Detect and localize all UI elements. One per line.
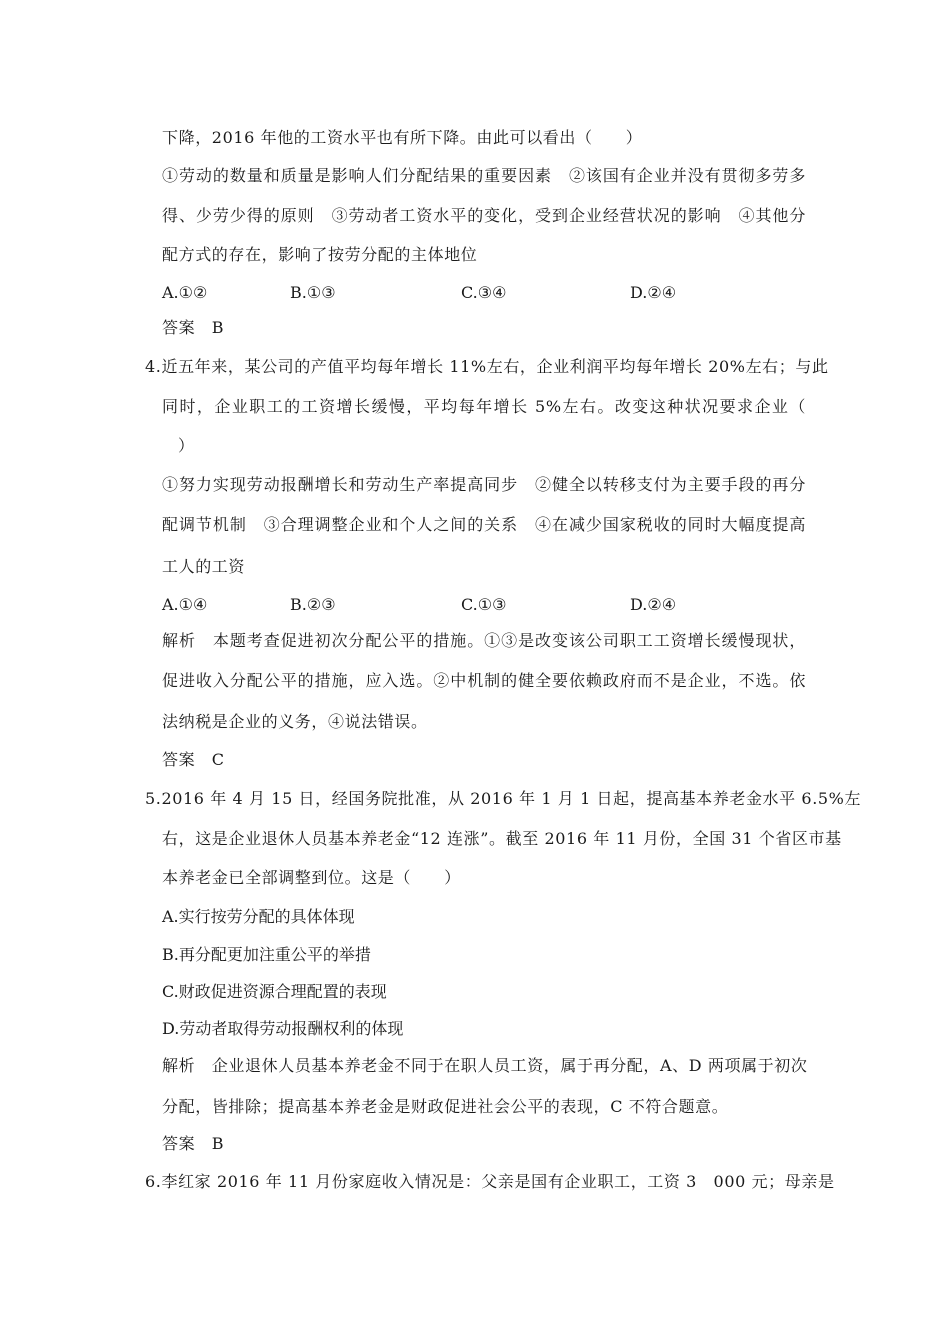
q5-stem-line-3: 本养老金已全部调整到位。这是（ ） xyxy=(162,868,461,887)
q4-option-b: B.②③ xyxy=(290,595,336,614)
q4-stem-line-3: ） xyxy=(178,436,195,455)
q5-option-c: C.财政促进资源合理配置的表现 xyxy=(162,982,387,1001)
q4-statements-line-1: ①努力实现劳动报酬增长和劳动生产率提高同步 ②健全以转移支付为主要手段的再分 xyxy=(162,475,806,494)
q5-analysis-line-2: 分配，皆排除；提高基本养老金是财政促进社会公平的表现，C 不符合题意。 xyxy=(162,1097,729,1116)
q3-option-c: C.③④ xyxy=(461,283,507,302)
q5-stem-line-2: 右，这是企业退休人员基本养老金“12 连涨”。截至 2016 年 11 月份，全国 31 个省区市基 xyxy=(162,829,842,848)
q4-statements-line-2: 配调节机制 ③合理调整企业和个人之间的关系 ④在减少国家税收的同时大幅度提高 xyxy=(162,515,806,534)
q3-statements-line-2: 得、少劳少得的原则 ③劳动者工资水平的变化，受到企业经营状况的影响 ④其他分 xyxy=(162,206,806,225)
q4-analysis-line-1: 解析 本题考查促进初次分配公平的措施。①③是改变该公司职工工资增长缓慢现状， xyxy=(162,631,806,650)
q3-statements-line-1: ①劳动的数量和质量是影响人们分配结果的重要因素 ②该国有企业并没有贯彻多劳多 xyxy=(162,166,806,185)
q5-stem-line-1: 5.2016 年 4 月 15 日，经国务院批准，从 2016 年 1 月 1 日起，提高基本养老金水平 6.5%左 xyxy=(145,789,862,808)
q4-option-a: A.①④ xyxy=(162,595,208,614)
q3-stem-tail: 下降，2016 年他的工资水平也有所下降。由此可以看出（ ） xyxy=(162,128,643,147)
q4-option-d: D.②④ xyxy=(630,595,677,614)
q4-stem-line-1: 4.近五年来，某公司的产值平均每年增长 11%左右，企业利润平均每年增长 20%左右；与此 xyxy=(145,357,829,376)
q5-analysis-line-1: 解析 企业退休人员基本养老金不同于在职人员工资，属于再分配，A、D 两项属于初次 xyxy=(162,1056,808,1075)
q6-stem-line-1: 6.李红家 2016 年 11 月份家庭收入情况是：父亲是国有企业职工，工资 3 000 元；母亲是 xyxy=(145,1172,835,1191)
q4-answer: 答案 C xyxy=(162,750,225,769)
q4-analysis-line-2: 促进收入分配公平的措施，应入选。②中机制的健全要依赖政府而不是企业，不选。依 xyxy=(162,671,806,690)
q4-stem-line-2: 同时，企业职工的工资增长缓慢，平均每年增长 5%左右。改变这种状况要求企业（ xyxy=(162,397,806,416)
q5-answer: 答案 B xyxy=(162,1134,225,1153)
q5-option-a: A.实行按劳分配的具体体现 xyxy=(162,907,355,926)
q4-option-c: C.①③ xyxy=(461,595,507,614)
q3-answer: 答案 B xyxy=(162,318,225,337)
q4-statements-line-3: 工人的工资 xyxy=(162,557,246,576)
q5-option-b: B.再分配更加注重公平的举措 xyxy=(162,945,371,964)
q3-statements-line-3: 配方式的存在，影响了按劳分配的主体地位 xyxy=(162,245,478,264)
q5-option-d: D.劳动者取得劳动报酬权利的体现 xyxy=(162,1019,404,1038)
q4-analysis-line-3: 法纳税是企业的义务，④说法错误。 xyxy=(162,712,428,731)
q3-option-a: A.①② xyxy=(162,283,208,302)
q3-option-d: D.②④ xyxy=(630,283,677,302)
q3-option-b: B.①③ xyxy=(290,283,336,302)
